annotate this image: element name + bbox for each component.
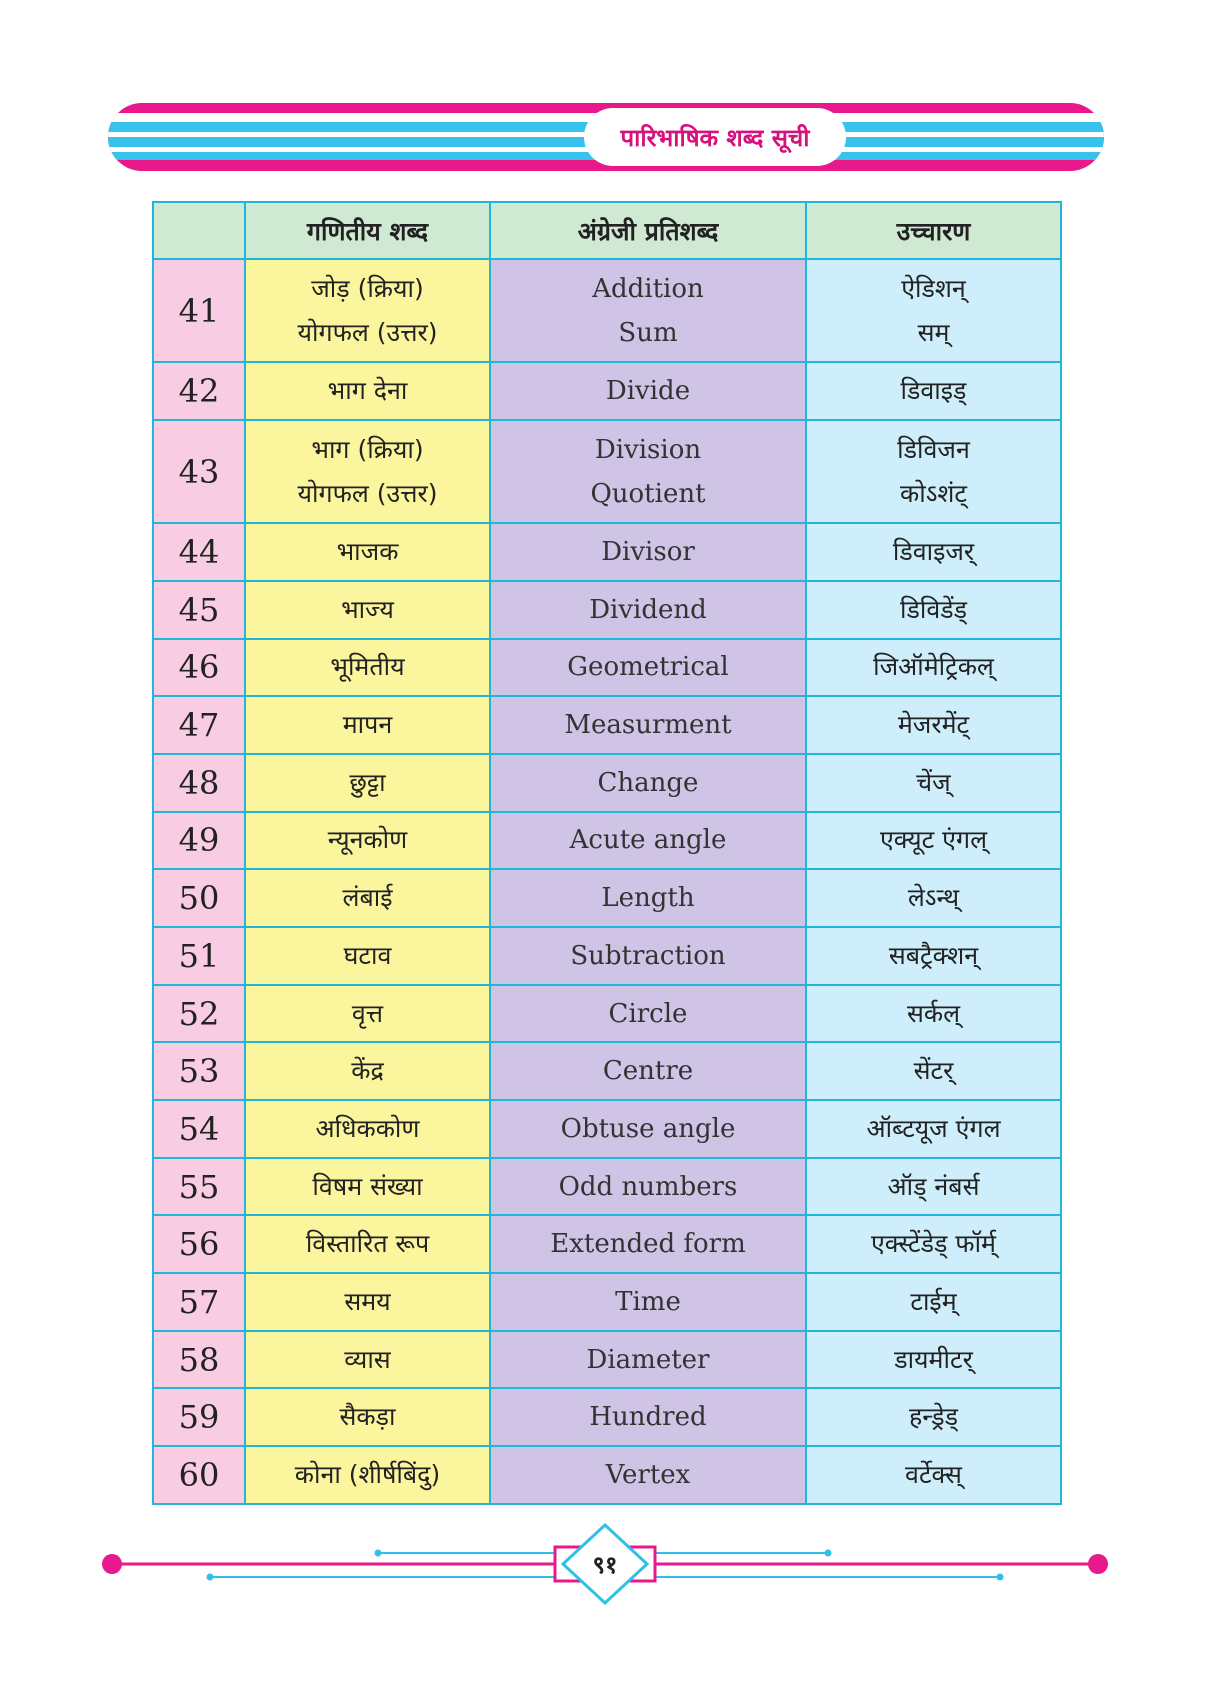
english-term-cell (490, 420, 806, 523)
math-term: घटाव (245, 927, 490, 985)
english-term: Divisor (490, 523, 806, 581)
column-header-english-term: अंग्रेजी प्रतिशब्द (490, 202, 806, 259)
english-term: Hundred (490, 1388, 806, 1446)
row-number: 54 (153, 1100, 245, 1158)
math-term: लंबाई (245, 869, 490, 927)
english-term: Addition (592, 273, 704, 304)
math-term: व्यास (245, 1331, 490, 1389)
math-term: न्यूनकोण (245, 812, 490, 870)
table-row (153, 523, 1061, 581)
row-number: 49 (153, 812, 245, 870)
table-header-row (153, 202, 1061, 259)
pronunciation: लेऽन्थ् (806, 869, 1061, 927)
math-term: सैकड़ा (245, 1388, 490, 1446)
english-term: Divide (490, 362, 806, 420)
math-term: कोना (शीर्षबिंदु) (245, 1446, 490, 1504)
row-number: 47 (153, 696, 245, 754)
table-row (153, 1042, 1061, 1100)
english-term: Vertex (490, 1446, 806, 1504)
table-row (153, 259, 1061, 362)
math-term: विषम संख्या (245, 1158, 490, 1216)
pronunciation: कोऽशंट् (900, 478, 967, 508)
math-term: वृत्त (245, 985, 490, 1043)
column-header-number (153, 202, 245, 259)
math-term: अधिककोण (245, 1100, 490, 1158)
column-header-pronunciation: उच्चारण (806, 202, 1061, 259)
table-row (153, 420, 1061, 523)
pronunciation: हन्ड्रेड् (806, 1388, 1061, 1446)
row-number: 45 (153, 581, 245, 639)
math-term: मापन (245, 696, 490, 754)
pronunciation-cell (806, 259, 1061, 362)
table-row (153, 1446, 1061, 1504)
math-term: केंद्र (245, 1042, 490, 1100)
pronunciation: एक्यूट एंगल् (806, 812, 1061, 870)
pronunciation: डिवाइजर् (806, 523, 1061, 581)
row-number: 56 (153, 1215, 245, 1273)
pronunciation: ऑब्टयूज एंगल (806, 1100, 1061, 1158)
english-term: Dividend (490, 581, 806, 639)
page-number: ९१ (592, 1550, 618, 1579)
pronunciation: वर्टेक्स् (806, 1446, 1061, 1504)
row-number: 43 (153, 420, 245, 523)
row-number: 41 (153, 259, 245, 362)
table-row (153, 869, 1061, 927)
pronunciation: ऐडिशन् (901, 273, 966, 303)
pronunciation: एक्स्टेंडेड् फॉर्म् (806, 1215, 1061, 1273)
english-term: Time (490, 1273, 806, 1331)
english-term: Acute angle (490, 812, 806, 870)
math-term: भाग (क्रिया) (311, 434, 424, 464)
pronunciation: सबट्रैक्शन् (806, 927, 1061, 985)
table-row (153, 927, 1061, 985)
pronunciation-cell (806, 420, 1061, 523)
table-row (153, 362, 1061, 420)
math-term-cell (245, 420, 490, 523)
table-row (153, 985, 1061, 1043)
page-footer (98, 1520, 1113, 1610)
row-number: 50 (153, 869, 245, 927)
row-number: 44 (153, 523, 245, 581)
english-term: Centre (490, 1042, 806, 1100)
pronunciation: सम् (917, 317, 950, 347)
english-term: Circle (490, 985, 806, 1043)
table-row (153, 1273, 1061, 1331)
english-term: Quotient (590, 478, 706, 509)
math-term: भूमितीय (245, 639, 490, 697)
math-term: भाज्य (245, 581, 490, 639)
math-term: विस्तारित रूप (245, 1215, 490, 1273)
row-number: 57 (153, 1273, 245, 1331)
math-term: भाग देना (245, 362, 490, 420)
row-number: 42 (153, 362, 245, 420)
english-term: Measurment (490, 696, 806, 754)
pronunciation: डिविजन (897, 434, 970, 464)
math-term: योगफल (उत्तर) (297, 317, 438, 347)
math-term: जोड़ (क्रिया) (311, 273, 424, 303)
pronunciation: सर्कल् (806, 985, 1061, 1043)
english-term: Change (490, 754, 806, 812)
english-term: Length (490, 869, 806, 927)
row-number: 59 (153, 1388, 245, 1446)
row-number: 58 (153, 1331, 245, 1389)
pronunciation: ऑड् नंबर्स (806, 1158, 1061, 1216)
english-term: Diameter (490, 1331, 806, 1389)
table-row (153, 1158, 1061, 1216)
english-term: Extended form (490, 1215, 806, 1273)
table-row (153, 639, 1061, 697)
pronunciation: मेजरमेंट् (806, 696, 1061, 754)
page-title: पारिभाषिक शब्द सूची (584, 108, 846, 166)
table-row (153, 1215, 1061, 1273)
row-number: 46 (153, 639, 245, 697)
pronunciation: डिवाइड् (806, 362, 1061, 420)
table-row (153, 696, 1061, 754)
math-term: भाजक (245, 523, 490, 581)
english-term: Division (594, 434, 702, 465)
row-number: 51 (153, 927, 245, 985)
english-term: Obtuse angle (490, 1100, 806, 1158)
math-term: योगफल (उत्तर) (297, 478, 438, 508)
pronunciation: सेंटर् (806, 1042, 1061, 1100)
row-number: 53 (153, 1042, 245, 1100)
pronunciation: डिविडेंड् (806, 581, 1061, 639)
math-term: समय (245, 1273, 490, 1331)
english-term: Sum (618, 317, 678, 348)
table-row (153, 754, 1061, 812)
pronunciation: चेंज् (806, 754, 1061, 812)
pronunciation: टाईम् (806, 1273, 1061, 1331)
english-term: Subtraction (490, 927, 806, 985)
row-number: 60 (153, 1446, 245, 1504)
english-term-cell (490, 259, 806, 362)
english-term: Geometrical (490, 639, 806, 697)
pronunciation: डायमीटर् (806, 1331, 1061, 1389)
pronunciation: जिऑमेट्रिकल् (806, 639, 1061, 697)
title-banner (108, 103, 1104, 171)
row-number: 55 (153, 1158, 245, 1216)
table-row (153, 581, 1061, 639)
table-row (153, 1388, 1061, 1446)
table-row (153, 812, 1061, 870)
row-number: 52 (153, 985, 245, 1043)
row-number: 48 (153, 754, 245, 812)
table-row (153, 1331, 1061, 1389)
table-row (153, 1100, 1061, 1158)
column-header-math-term: गणितीय शब्द (245, 202, 490, 259)
math-term-cell (245, 259, 490, 362)
glossary-table (152, 201, 1062, 1505)
english-term: Odd numbers (490, 1158, 806, 1216)
math-term: छुट्टा (245, 754, 490, 812)
